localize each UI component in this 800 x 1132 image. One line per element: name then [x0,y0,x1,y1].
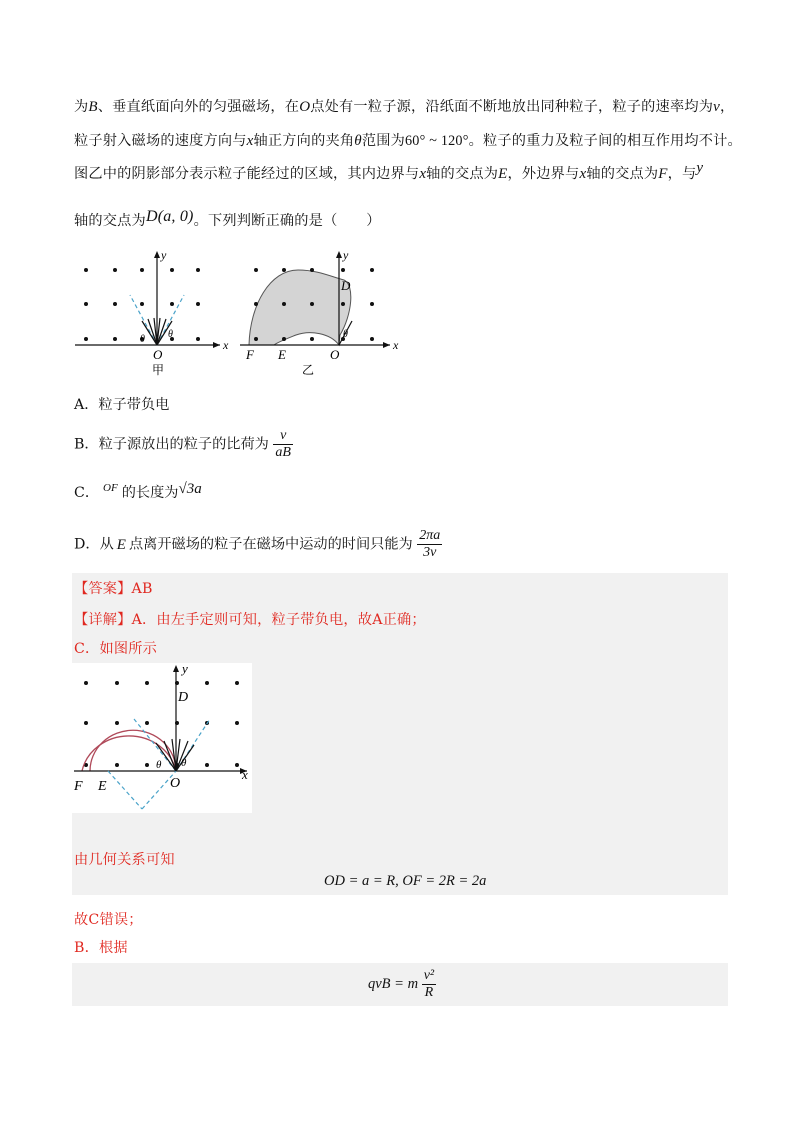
symbol-theta: θ [354,133,362,149]
x-axis-arrow-icon [213,342,220,348]
y-axis-arrow-icon [336,251,342,258]
angle-theta-label: θ [181,757,187,769]
geometry-text: 由几何关系可知 [74,852,175,868]
symbol-E: E [498,166,508,182]
velocity-arrows [156,739,194,771]
option-C-text: 的长度为 [121,485,179,501]
option-D [74,528,442,561]
stem-text: ， [719,99,735,115]
figure-caption-yi: 乙 [302,363,315,377]
x-axis-label: x [242,767,248,782]
symbol-y: y [696,160,704,176]
angle-theta-label: θ [168,329,173,340]
equation-1-text: OD = a = R, OF = 2R = 2a [324,873,487,889]
charge-mass-ratio-fraction [273,428,293,461]
field-dots [84,681,239,767]
symbol-x: x [419,166,427,182]
conclusion-C [74,909,143,929]
origin-label: O [330,347,340,362]
fraction-numerator: v [273,428,293,445]
detail-B-head [74,937,128,957]
detail-C-head [74,638,157,658]
stem-text: 范围为 [361,133,405,149]
fraction-numerator: v² [423,968,435,983]
stem-text: 。下列判断正确的是（ ） [193,213,381,229]
stem-line-2 [74,130,742,150]
symbol-F: F [658,166,668,182]
detail-B-text: B．根据 [74,940,128,956]
y-axis-label: y [182,663,188,676]
point-E-label: E [278,347,286,362]
equation-2 [368,968,436,1001]
stem-line-1 [74,96,734,116]
angle-theta-label: θ [140,334,145,345]
fraction-denominator: 3v [423,545,437,560]
point-E-label: E [98,779,107,794]
field-dots [84,268,200,341]
stem-text: 图乙中的阴影部分表示粒子能经过的区域，其内边界与 [74,166,420,182]
solution-figure [72,663,252,813]
stem-text: 点处有一粒子源，沿纸面不断地放出同种粒子，粒子的速率均为 [310,99,714,115]
stem-text: 轴的交点为 [586,166,659,182]
option-D-text: 点离开磁场的粒子在磁场中运动的时间只能为 [128,536,413,553]
figure-jia [75,248,229,377]
stem-line-4 [74,210,381,230]
origin-label: O [153,347,163,362]
equation-1 [324,873,486,890]
origin-label: O [170,776,181,791]
time-fraction [417,528,442,561]
x-axis-label: x [223,338,229,352]
answer-label [74,578,153,598]
stem-line-3 [74,160,704,183]
stem-text: 。粒子的重力及粒子间的相互作用均不计。 [468,133,742,149]
shaded-region [249,270,351,345]
conclusion-C-text: 故C错误； [74,912,143,928]
point-D-label: D [178,690,189,705]
construction-line-left [108,771,142,809]
option-B-text: B．粒子源放出的粒子的比荷为 [74,436,269,453]
fraction-numerator: 2πa [419,528,441,543]
detail-label: 【详解】 [74,612,132,628]
stem-text: ，与 [667,166,697,182]
equation-2-left: qvB = m [368,976,419,992]
stem-text: 粒子射入磁场的速度方向与 [74,133,247,149]
segment-OF: OF [103,482,118,494]
fraction-denominator: R [424,985,434,1000]
point-F-label: F [246,347,254,362]
option-A [74,394,169,414]
figure-caption-jia: 甲 [152,363,165,377]
stem-text: 、垂直纸面向外的匀强磁场，在 [97,99,300,115]
option-B [74,428,293,461]
symbol-v: v [713,99,720,115]
stem-text: 轴的交点为 [426,166,499,182]
option-C [74,482,202,502]
stem-text: 轴正方向的夹角 [253,133,355,149]
option-A-text: A．粒子带负电 [74,397,170,413]
answer-text: 【答案】AB [74,581,153,597]
point-D-coordinates: D(a, 0) [145,208,194,225]
x-axis-arrow-icon [383,342,390,348]
symbol-O: O [299,99,311,115]
symbol-E: E [116,536,126,553]
option-C-prefix: C． [74,485,100,501]
symbol-x: x [246,133,254,149]
y-axis-arrow-icon [154,251,160,258]
symbol-B: B [88,99,98,115]
point-D-label: D [341,278,351,293]
fraction-denominator: aB [275,445,291,460]
option-D-prefix: D．从 [74,536,114,553]
symbol-x: x [579,166,587,182]
angle-theta-label: θ [156,759,162,771]
stem-text: 为 [74,99,89,115]
stem-text: 轴的交点为 [74,213,146,229]
point-F-label: F [74,779,83,794]
equation-2-fraction [422,968,436,1001]
y-axis-label: y [343,248,349,262]
length-value: √3a [178,481,202,497]
figure-yi [240,248,399,377]
stem-text: ，外边界与 [507,166,580,182]
x-axis-label: x [393,338,399,352]
detail-A-text: A．由左手定则可知，粒子带负电，故A正确； [131,612,426,628]
y-axis-arrow-icon [173,665,179,672]
detail-line [74,609,426,629]
geometry-line [74,849,175,869]
figures-jia-yi [60,245,410,380]
angle-range: 60° ~ 120° [404,133,469,149]
angle-theta-label: θ [343,329,348,340]
y-axis-label: y [161,248,167,262]
detail-C-text: C．如图所示 [74,641,157,657]
